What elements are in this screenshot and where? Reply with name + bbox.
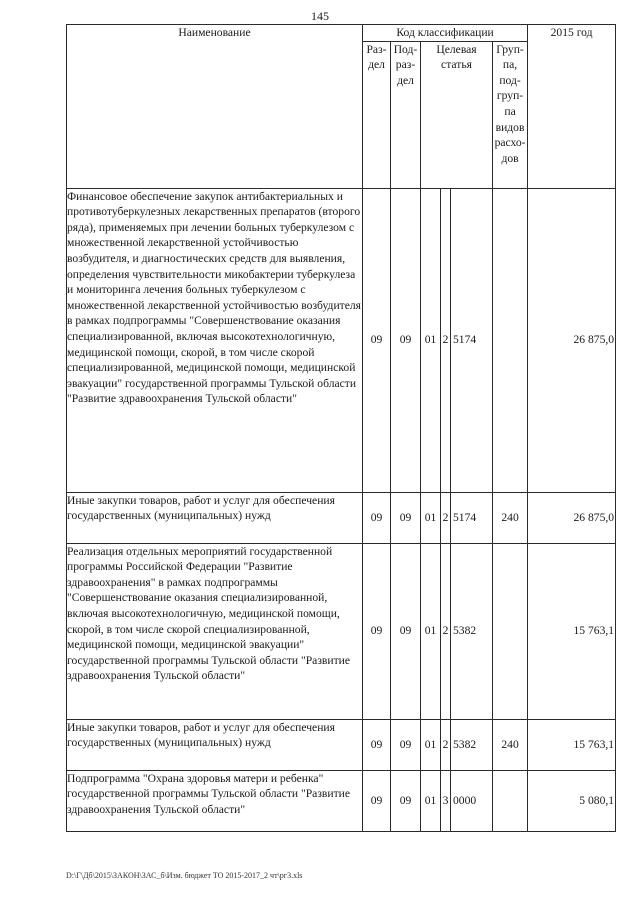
header-section: Раз- дел	[363, 41, 391, 188]
row-article-subprogram: 2	[441, 492, 451, 543]
budget-table	[66, 24, 616, 832]
table-header-row	[67, 25, 616, 42]
row-article-subprogram: 2	[441, 719, 451, 770]
row-article-code: 5382	[451, 719, 493, 770]
row-article-code: 5174	[451, 188, 493, 492]
row-expense-group	[493, 770, 528, 831]
row-amount: 26 875,0	[528, 492, 616, 543]
row-article-program: 01	[421, 188, 441, 492]
header-name: Наименование	[67, 25, 363, 189]
row-expense-group: 240	[493, 719, 528, 770]
row-name: Иные закупки товаров, работ и услуг для обеспечения государственных (муниципальных) нужд	[67, 719, 363, 770]
table-row	[67, 770, 616, 831]
row-section: 09	[363, 770, 391, 831]
row-article-subprogram: 3	[441, 770, 451, 831]
row-name: Подпрограмма "Охрана здоровья матери и ребенка" государственной программы Тульской области "Развитие здравоохранения Тульской области"	[67, 770, 363, 831]
row-section: 09	[363, 492, 391, 543]
row-section: 09	[363, 543, 391, 719]
header-expense-group: Груп- па, под- груп- па видов расхо- дов	[493, 41, 528, 188]
header-year: 2015 год	[528, 25, 616, 189]
header-subsection: Под- раз- дел	[391, 41, 421, 188]
row-subsection: 09	[391, 188, 421, 492]
row-expense-group	[493, 543, 528, 719]
row-subsection: 09	[391, 543, 421, 719]
row-article-program: 01	[421, 543, 441, 719]
row-subsection: 09	[391, 719, 421, 770]
table-row	[67, 543, 616, 719]
row-expense-group	[493, 188, 528, 492]
table-row	[67, 719, 616, 770]
table-row	[67, 188, 616, 492]
row-section: 09	[363, 719, 391, 770]
row-name: Иные закупки товаров, работ и услуг для обеспечения государственных (муниципальных) нужд	[67, 492, 363, 543]
row-expense-group: 240	[493, 492, 528, 543]
row-subsection: 09	[391, 770, 421, 831]
header-target-article: Целевая статья	[421, 41, 493, 188]
row-amount: 15 763,1	[528, 543, 616, 719]
row-article-code: 5382	[451, 543, 493, 719]
row-subsection: 09	[391, 492, 421, 543]
header-classification-code: Код классификации	[363, 25, 528, 42]
row-article-subprogram: 2	[441, 543, 451, 719]
row-article-program: 01	[421, 719, 441, 770]
row-amount: 15 763,1	[528, 719, 616, 770]
row-name: Реализация отдельных мероприятий государственной программы Российской Федерации "Развитие здравоохранения" в рамках подпрограммы "Совершенствование оказания специализированной, включая высокотехнологичную, медицинской помощи, скорой, в том числе скорой специализированной, медицинской помощи, медицинской эвакуации" государственной программы Тульской области "Развитие здравоохранения Тульской области"	[67, 543, 363, 719]
row-article-code: 0000	[451, 770, 493, 831]
page-number: 145	[311, 9, 329, 23]
footer-file-path: D:\Г\Дб\2015\ЗАКОН\ЗАС_б\Изм. бюджет ТО 2015-2017_2 чт\рг3.xls	[66, 871, 303, 880]
row-article-subprogram: 2	[441, 188, 451, 492]
row-amount: 5 080,1	[528, 770, 616, 831]
row-article-code: 5174	[451, 492, 493, 543]
row-article-program: 01	[421, 492, 441, 543]
row-amount: 26 875,0	[528, 188, 616, 492]
row-section: 09	[363, 188, 391, 492]
row-name: Финансовое обеспечение закупок антибактериальных и противотуберкулезных лекарственных препаратов (второго ряда), применяемых при лечении больных туберкулезом с множественной лекарственной устойчивостью возбудителя, и диагностических средств для выявления, определения чувствительности микобактерии туберкулеза и мониторинга лечения больных туберкулезом с множественной лекарственной устойчивостью возбудителя в рамках подпрограммы "Совершенствование оказания специализированной, включая высокотехнологичную, медицинской помощи, скорой, в том числе скорой специализированной, медицинской помощи, медицинской эвакуации" государственной программы Тульской области "Развитие здравоохранения Тульской области"	[67, 188, 363, 492]
table-row	[67, 492, 616, 543]
row-article-program: 01	[421, 770, 441, 831]
